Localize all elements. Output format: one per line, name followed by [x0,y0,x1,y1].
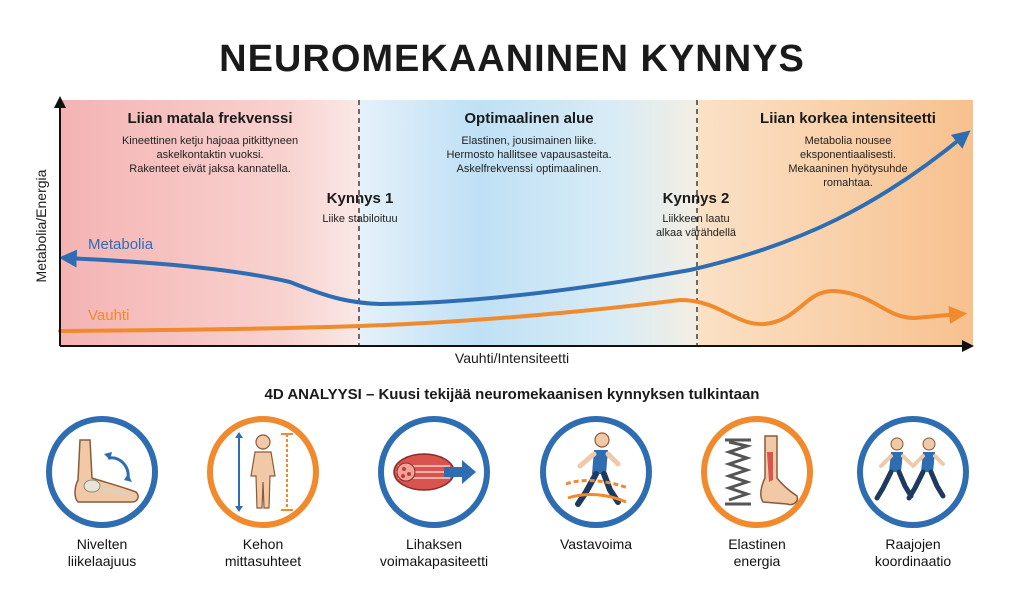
factor-6-circle [857,416,969,528]
factor-5-label: Elastinen energia [728,536,786,569]
zone-low-title: Liian matala frekvenssi [127,110,293,127]
foot-joint-icon [52,422,152,522]
factor-reaction-force [521,416,671,553]
factor-3-circle [378,416,490,528]
two-runners-icon [863,422,963,522]
factor-1-label: Nivelten liikelaajuus [67,536,137,569]
threshold-2-description: Liikkeen laatu alkaa värähdellä [655,213,737,239]
factor-6-label: Raajojen koordinaatio [874,536,952,569]
vauhti-series-label: Vauhti [88,307,130,324]
muscle-fiber-icon [384,422,484,522]
threshold-2-title: Kynnys 2 [662,190,730,207]
factor-4-circle [540,416,652,528]
zone-low-description: Kineettinen ketju hajoaa pitkittyneen askelkontaktin vuoksi. Rakenteet eivät jaksa kannatella. [121,135,299,175]
x-axis-label: Vauhti/Intensiteetti [454,350,570,366]
factor-2-label: Kehon mittasuhteet [224,536,302,569]
y-axis-label: Metabolia/Energia [33,169,49,283]
factor-body-proportions [188,416,338,570]
page-title: NEUROMEKAANINEN KYNNYS [219,38,805,80]
zone-optimal-title: Optimaalinen alue [464,110,594,127]
factor-elastic-energy [682,416,832,570]
factor-3-label: Lihaksen voimakapasiteetti [379,536,489,569]
factor-muscle-capacity [359,416,509,570]
factor-2-circle [207,416,319,528]
factor-4-label: Vastavoima [559,536,633,552]
metabolia-series-label: Metabolia [88,236,154,253]
zone-high-description: Metabolia nousee eksponentiaalisesti. Mekaaninen hyötysuhde romahtaa. [788,135,908,189]
runner-icon [546,422,646,522]
zone-optimal-description: Elastinen, jousimainen liike. Hermosto hallitsee vapausasteita. Askelfrekvenssi optimaalinen. [446,135,612,175]
zone-high-title: Liian korkea intensiteetti [760,110,936,127]
factor-1-circle [46,416,158,528]
spring-tendon-icon [707,422,807,522]
factor-5-circle [701,416,813,528]
section-title: 4D ANALYYSI – Kuusi tekijää neuromekaanisen kynnyksen tulkintaan [264,386,760,403]
body-proportions-icon [213,422,313,522]
threshold-1-description: Liike stabiloituu [322,213,398,225]
threshold-1-title: Kynnys 1 [326,190,394,207]
factor-limb-coordination [838,416,988,570]
factor-joint-range [27,416,177,570]
